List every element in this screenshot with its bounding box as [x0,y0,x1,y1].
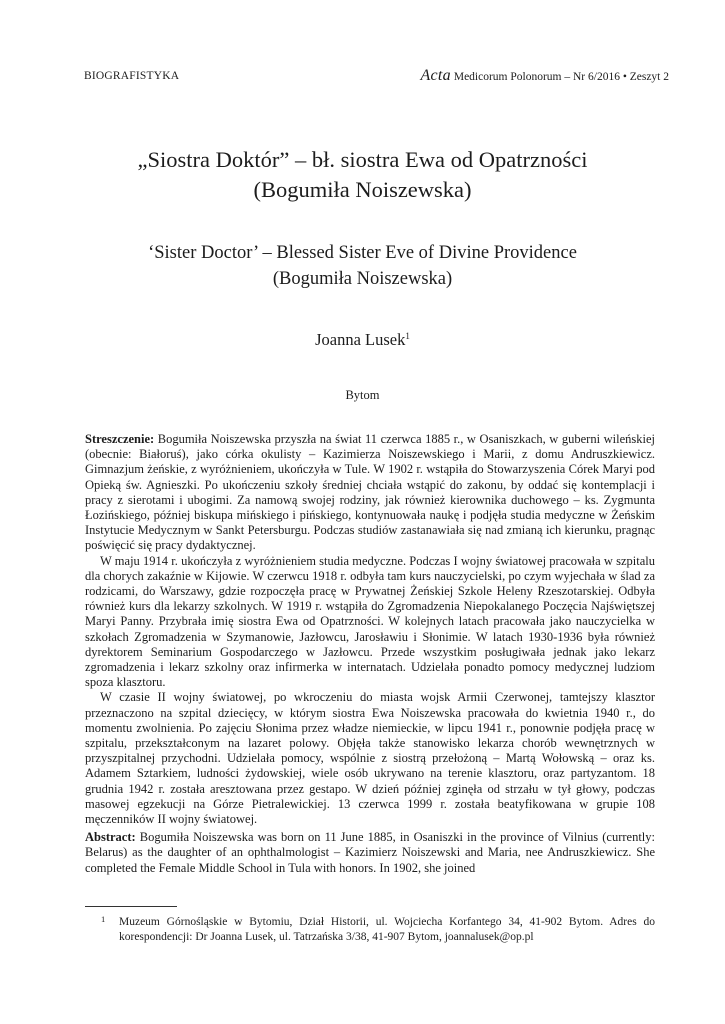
author-name: Joanna Lusek [315,330,406,349]
affiliation: Bytom [345,388,380,402]
title-english [60,240,665,292]
abstract-pl-p1: Streszczenie: Bogumiła Noiszewska przyszła na świat 11 czerwca 1885 r., w Osaniszkach, w guberni wileńskiej (obecnie: Białoruś), jako córka okulisty – Kazimierza Noiszewskiego i Marii, z domu Andruszkiewicz. Gimnazjum żeńskie, z wyróżnieniem, ukończyła w Tule. W 1902 r. wstąpiła do Stowarzyszenia Córek Maryi pod Opieką św. Agnieszki. Po ukończeniu szkoły średniej chciała wstąpić do zakonu, by oddać się kontemplacji i pracy z sierotami i ubogimi. Za namową swojej rodziny, jak również kierownika duchowego – ks. Zygmunta Łozińskiego, później biskupa mińskiego i pińskiego, kontynuowała naukę i podjęła studia medyczne w Żeńskim Instytucie Medycznym w Sankt Petersburgu. Podczas studiów zastanawiała się nad zmianą ich kierunku, pragnąc poświęcić się pracy dydaktycznej. [85,432,655,553]
abstract-pl-p3: W czasie II wojny światowej, po wkroczeniu do miasta wojsk Armii Czerwonej, tamtejszy klasztor przeznaczono na szpital dziecięcy, w którym siostra Ewa Noiszewska pracowała do kwietnia 1940 r., do momentu zwolnienia. Po zajęciu Słonima przez władze niemieckie, w lipcu 1941 r., ponownie podjęła pracę w szpitalu, przekształconym na lazaret polowy. Objęła także stanowisko lekarza chorób wewnętrznych w przyszpitalnej przychodni. Udzielała pomocy, wspólnie z siostrą przełożoną – Martą Wołowską – oraz ks. Adamem Sztarkiem, ludności żydowskiej, wiele osób ukrywano na terenie klasztoru, oraz partyzantom. 18 grudnia 1942 r. została aresztowana przez gestapo. W dzień później zginęła od strzału w tył głowy, podczas masowej egzekucji na Górze Pietralewickiej. 13 czerwca 1999 r. została beatyfikowana w grupie 108 męczenników II wojny światowej. [85,690,655,827]
abstract-pl-p2: W maju 1914 r. ukończyła z wyróżnieniem studia medyczne. Podczas I wojny światowej pracowała w szpitalu dla chorych zakaźnie w Kijowie. W czerwcu 1918 r. odbyła tam kurs nauczycielski, po czym wyjechała w ślad za rodzicami, do Warszawy, gdzie rozpoczęła pracę w Prywatnej Żeńskiej Szkole Heleny Rzeszotarskiej. Odbyła również kurs dla lekarzy szkolnych. W 1919 r. wstąpiła do Zgromadzenia Niepokalanego Poczęcia Najświętszej Maryi Panny. Przybrała imię siostra Ewa od Opatrzności. W kolejnych latach pracowała jako nauczycielka w szkołach Zgromadzenia w Szymanowie, Jazłowcu, Jarosławiu i Słonimie. W latach 1930-1936 była również dyrektorem Seminarium Gospodarczego w Jazłowcu. Przede wszystkim posługiwała jednak jako lekarz zgromadzenia i lekarz szkolny oraz infirmerka w internatach. Udzielała ponadto pomocy medycznej ludziom spoza klasztoru. [85,553,655,690]
journal-logo-acta: Acta [420,67,451,84]
journal-info [420,67,669,86]
footnote-number: 1 [101,914,106,924]
abstract-body [85,432,655,876]
title-english-line2: (Bogumiła Noiszewska) [272,269,453,289]
footnote [85,915,655,945]
abstract-en-label: Abstract: [85,830,136,845]
abstract-pl-label: Streszczenie: [85,432,155,446]
author-footnote-mark: 1 [405,331,410,341]
running-header [84,67,669,85]
journal-issue: Medicorum Polonorum – Nr 6/2016 • Zeszyt 2 [453,71,669,83]
abstract-en-p1: Abstract: Bogumiła Noiszewska was born on 11 June 1885, in Osaniszki in the province of Vilnius (currently: Belarus) as the daughter of an ophthalmologist – Kazimierz Noiszewski and Maria, nee Andruszkiewicz. She completed the Female Middle School in Tula with honors. In 1902, she joined [85,830,655,875]
title-polish-line2: (Bogumiła Noiszewska) [253,177,472,202]
author [0,330,725,350]
footnote-text: Muzeum Górnośląskie w Bytomiu, Dział Historii, ul. Wojciecha Korfantego 34, 41-902 Bytom. Adres do korespondencji: Dr Joanna Lusek, ul. Tatrzańska 3/38, 41-907 Bytom, joannalusek@op.pl [119,916,655,943]
footnote-rule [85,906,177,907]
title-polish [60,145,665,205]
section-label: BIOGRAFISTYKA [84,70,180,82]
title-english-line1: ‘Sister Doctor’ – Blessed Sister Eve of Divine Providence [148,243,577,263]
title-polish-line1: „Siostra Doktór” – bł. siostra Ewa od Opatrzności [137,147,588,172]
